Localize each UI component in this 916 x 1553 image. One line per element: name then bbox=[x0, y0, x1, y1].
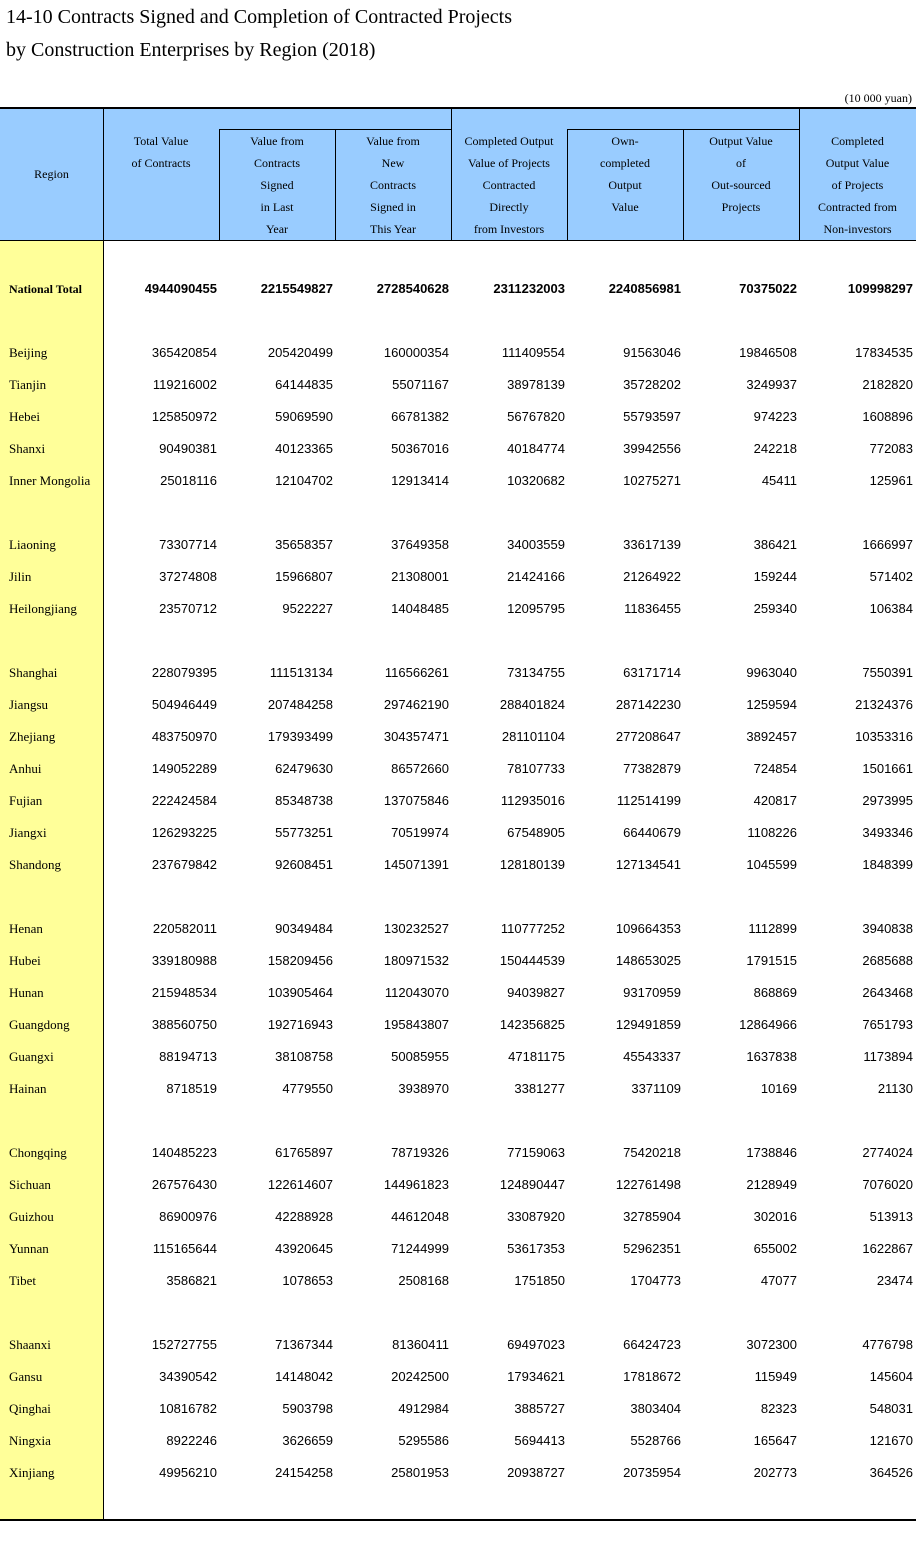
cell-outsourced: 159244 bbox=[753, 569, 797, 584]
cell-total-value: 140485223 bbox=[151, 1145, 217, 1160]
cell-completed-direct: 47181175 bbox=[508, 1049, 565, 1064]
header-value-last-year: Signed bbox=[260, 178, 294, 192]
cell-outsourced: 12864966 bbox=[739, 1017, 797, 1032]
cell-completed-direct: 128180139 bbox=[499, 857, 565, 872]
region-name: Hubei bbox=[9, 953, 41, 968]
cell-value-last-year: 71367344 bbox=[275, 1337, 333, 1352]
cell-completed-direct: 281101104 bbox=[501, 729, 565, 744]
cell-completed-direct: 2311232003 bbox=[493, 281, 565, 296]
cell-completed-direct: 67548905 bbox=[507, 825, 565, 840]
cell-own-completed: 66440679 bbox=[623, 825, 681, 840]
cell-completed-direct: 33087920 bbox=[507, 1209, 565, 1224]
cell-value-new-contracts: 21308001 bbox=[391, 569, 449, 584]
cell-value-last-year: 1078653 bbox=[282, 1273, 333, 1288]
header-non-investors: Output Value bbox=[825, 156, 890, 170]
cell-completed-direct: 94039827 bbox=[507, 985, 565, 1000]
cell-value-new-contracts: 50367016 bbox=[391, 441, 449, 456]
header-value-last-year: Year bbox=[265, 222, 289, 236]
cell-value-last-year: 35658357 bbox=[275, 537, 333, 552]
cell-own-completed: 1704773 bbox=[630, 1273, 681, 1288]
cell-non-investors: 109998297 bbox=[847, 281, 913, 296]
cell-total-value: 119216002 bbox=[152, 377, 217, 392]
table-top-rule bbox=[0, 107, 916, 109]
cell-outsourced: 1259594 bbox=[746, 697, 797, 712]
cell-value-new-contracts: 44612048 bbox=[391, 1209, 449, 1224]
cell-completed-direct: 110777252 bbox=[500, 921, 565, 936]
header-own-completed: Own- bbox=[611, 134, 639, 148]
header-value-new-contracts: New bbox=[381, 156, 405, 170]
cell-value-last-year: 2215549827 bbox=[260, 281, 333, 296]
cell-non-investors: 1501661 bbox=[862, 761, 913, 776]
region-name: Hebei bbox=[9, 409, 41, 424]
cell-non-investors: 106384 bbox=[869, 601, 913, 616]
cell-value-last-year: 192716943 bbox=[267, 1017, 333, 1032]
cell-value-new-contracts: 160000354 bbox=[383, 345, 449, 360]
region-name: Guangxi bbox=[9, 1049, 54, 1064]
cell-value-new-contracts: 116566261 bbox=[384, 665, 449, 680]
cell-total-value: 37274808 bbox=[159, 569, 217, 584]
header-own-completed: Output bbox=[608, 178, 642, 192]
region-name: Guizhou bbox=[9, 1209, 54, 1224]
cell-completed-direct: 20938727 bbox=[507, 1465, 565, 1480]
cell-own-completed: 122761498 bbox=[615, 1177, 681, 1192]
header-total-value: of Contracts bbox=[131, 156, 191, 170]
cell-non-investors: 772083 bbox=[869, 441, 913, 456]
header-value-last-year: in Last bbox=[260, 200, 294, 214]
header-completed-direct: Contracted bbox=[482, 178, 536, 192]
cell-own-completed: 55793597 bbox=[623, 409, 681, 424]
header-outsourced: of bbox=[736, 156, 746, 170]
cell-own-completed: 39942556 bbox=[623, 441, 681, 456]
cell-non-investors: 1608896 bbox=[862, 409, 913, 424]
header-value-new-contracts: Contracts bbox=[370, 178, 416, 192]
cell-non-investors: 10353316 bbox=[855, 729, 913, 744]
cell-total-value: 220582011 bbox=[152, 921, 217, 936]
region-name: Beijing bbox=[9, 345, 48, 360]
cell-value-last-year: 90349484 bbox=[275, 921, 333, 936]
cell-non-investors: 21130 bbox=[877, 1081, 913, 1096]
cell-value-last-year: 103905464 bbox=[267, 985, 333, 1000]
header-region: Region bbox=[34, 167, 69, 181]
cell-value-last-year: 85348738 bbox=[275, 793, 333, 808]
cell-non-investors: 548031 bbox=[869, 1401, 913, 1416]
region-name: Heilongjiang bbox=[9, 601, 77, 616]
cell-own-completed: 93170959 bbox=[623, 985, 681, 1000]
unit-label: (10 000 yuan) bbox=[844, 91, 912, 105]
header-outsourced: Output Value bbox=[709, 134, 773, 148]
region-name: Shanxi bbox=[9, 441, 46, 456]
cell-value-new-contracts: 130232527 bbox=[383, 921, 449, 936]
cell-value-last-year: 9522227 bbox=[282, 601, 333, 616]
cell-completed-direct: 5694413 bbox=[514, 1433, 565, 1448]
cell-total-value: 267576430 bbox=[151, 1177, 217, 1192]
cell-non-investors: 121670 bbox=[869, 1433, 913, 1448]
cell-outsourced: 70375022 bbox=[739, 281, 797, 296]
cell-own-completed: 33617139 bbox=[623, 537, 681, 552]
header-own-completed: completed bbox=[600, 156, 650, 170]
cell-value-new-contracts: 3938970 bbox=[398, 1081, 449, 1096]
cell-value-new-contracts: 37649358 bbox=[391, 537, 449, 552]
cell-value-new-contracts: 70519974 bbox=[391, 825, 449, 840]
cell-value-last-year: 59069590 bbox=[275, 409, 333, 424]
cell-non-investors: 2973995 bbox=[862, 793, 913, 808]
cell-non-investors: 145604 bbox=[869, 1369, 913, 1384]
cell-outsourced: 1045599 bbox=[746, 857, 797, 872]
cell-own-completed: 112514199 bbox=[616, 793, 681, 808]
cell-outsourced: 242218 bbox=[753, 441, 797, 456]
cell-own-completed: 21264922 bbox=[623, 569, 681, 584]
region-name: Guangdong bbox=[9, 1017, 70, 1032]
table-title-line1: 14-10 Contracts Signed and Completion of Contracted Projects bbox=[6, 6, 513, 28]
cell-own-completed: 20735954 bbox=[623, 1465, 681, 1480]
cell-value-new-contracts: 2508168 bbox=[398, 1273, 449, 1288]
cell-completed-direct: 288401824 bbox=[499, 697, 565, 712]
cell-outsourced: 420817 bbox=[753, 793, 797, 808]
table-title-line2: by Construction Enterprises by Region (2018) bbox=[6, 39, 376, 61]
cell-value-new-contracts: 145071391 bbox=[383, 857, 449, 872]
cell-completed-direct: 73134755 bbox=[507, 665, 565, 680]
cell-total-value: 88194713 bbox=[159, 1049, 217, 1064]
region-name: Hunan bbox=[9, 985, 44, 1000]
cell-non-investors: 17834535 bbox=[855, 345, 913, 360]
header-non-investors: Contracted from bbox=[818, 200, 897, 214]
cell-non-investors: 513913 bbox=[869, 1209, 913, 1224]
cell-outsourced: 1637838 bbox=[746, 1049, 797, 1064]
cell-total-value: 504946449 bbox=[151, 697, 217, 712]
header-non-investors: of Projects bbox=[831, 178, 884, 192]
cell-outsourced: 2128949 bbox=[746, 1177, 797, 1192]
cell-own-completed: 3803404 bbox=[630, 1401, 681, 1416]
cell-total-value: 126293225 bbox=[151, 825, 217, 840]
header-outsourced: Projects bbox=[721, 200, 761, 214]
cell-total-value: 388560750 bbox=[151, 1017, 217, 1032]
region-name: Zhejiang bbox=[9, 729, 56, 744]
region-name: Jilin bbox=[9, 569, 32, 584]
cell-value-last-year: 38108758 bbox=[275, 1049, 333, 1064]
cell-own-completed: 52962351 bbox=[623, 1241, 681, 1256]
cell-non-investors: 1848399 bbox=[862, 857, 913, 872]
cell-own-completed: 77382879 bbox=[623, 761, 681, 776]
region-divider bbox=[103, 109, 104, 1519]
cell-own-completed: 3371109 bbox=[631, 1081, 681, 1096]
cell-value-new-contracts: 50085955 bbox=[391, 1049, 449, 1064]
region-name: Jiangsu bbox=[9, 697, 48, 712]
cell-outsourced: 1108226 bbox=[747, 825, 797, 840]
cell-value-last-year: 64144835 bbox=[275, 377, 333, 392]
header-outsourced: Out-sourced bbox=[711, 178, 771, 192]
cell-completed-direct: 3381277 bbox=[514, 1081, 565, 1096]
region-name: Shanghai bbox=[9, 665, 58, 680]
region-name: Gansu bbox=[9, 1369, 43, 1384]
cell-non-investors: 23474 bbox=[876, 1273, 913, 1288]
header-bottom-rule bbox=[0, 240, 916, 241]
cell-outsourced: 1738846 bbox=[746, 1145, 797, 1160]
cell-total-value: 125850972 bbox=[151, 409, 217, 424]
cell-value-new-contracts: 71244999 bbox=[391, 1241, 449, 1256]
cell-outsourced: 3892457 bbox=[746, 729, 797, 744]
cell-total-value: 222424584 bbox=[151, 793, 217, 808]
cell-value-last-year: 55773251 bbox=[275, 825, 333, 840]
cell-completed-direct: 142356825 bbox=[499, 1017, 565, 1032]
cell-total-value: 8718519 bbox=[166, 1081, 217, 1096]
cell-non-investors: 1666997 bbox=[862, 537, 913, 552]
cell-outsourced: 82323 bbox=[760, 1401, 797, 1416]
cell-own-completed: 66424723 bbox=[623, 1337, 681, 1352]
cell-non-investors: 7550391 bbox=[862, 665, 913, 680]
region-name: Xinjiang bbox=[9, 1465, 55, 1480]
cell-value-new-contracts: 304357471 bbox=[383, 729, 449, 744]
cell-value-new-contracts: 14048485 bbox=[391, 601, 449, 616]
cell-own-completed: 10275271 bbox=[623, 473, 681, 488]
cell-non-investors: 1622867 bbox=[862, 1241, 913, 1256]
region-name: Hainan bbox=[9, 1081, 47, 1096]
region-name: Yunnan bbox=[9, 1241, 49, 1256]
cell-non-investors: 571402 bbox=[869, 569, 913, 584]
cell-value-new-contracts: 5295586 bbox=[398, 1433, 449, 1448]
cell-own-completed: 75420218 bbox=[623, 1145, 681, 1160]
cell-completed-direct: 1751850 bbox=[514, 1273, 565, 1288]
region-name: Tibet bbox=[9, 1273, 36, 1288]
cell-value-new-contracts: 4912984 bbox=[398, 1401, 449, 1416]
cell-value-last-year: 207484258 bbox=[267, 697, 333, 712]
cell-total-value: 3586821 bbox=[166, 1273, 217, 1288]
cell-value-last-year: 43920645 bbox=[275, 1241, 333, 1256]
header-value-new-contracts: Value from bbox=[366, 134, 420, 148]
cell-completed-direct: 40184774 bbox=[507, 441, 565, 456]
cell-value-new-contracts: 180971532 bbox=[383, 953, 449, 968]
cell-own-completed: 109664353 bbox=[615, 921, 681, 936]
cell-completed-direct: 112935016 bbox=[500, 793, 565, 808]
cell-total-value: 4944090455 bbox=[144, 281, 217, 296]
cell-value-new-contracts: 20242500 bbox=[391, 1369, 449, 1384]
cell-total-value: 215948534 bbox=[151, 985, 217, 1000]
cell-value-new-contracts: 86572660 bbox=[391, 761, 449, 776]
cell-value-new-contracts: 112043070 bbox=[384, 985, 449, 1000]
cell-completed-direct: 124890447 bbox=[499, 1177, 565, 1192]
cell-outsourced: 259340 bbox=[753, 601, 797, 616]
cell-value-last-year: 12104702 bbox=[275, 473, 333, 488]
cell-value-new-contracts: 78719326 bbox=[391, 1145, 449, 1160]
cell-value-new-contracts: 144961823 bbox=[383, 1177, 449, 1192]
cell-total-value: 73307714 bbox=[159, 537, 217, 552]
cell-value-new-contracts: 66781382 bbox=[391, 409, 449, 424]
region-name: Sichuan bbox=[9, 1177, 51, 1192]
cell-value-last-year: 111513134 bbox=[269, 665, 333, 680]
cell-outsourced: 974223 bbox=[753, 409, 797, 424]
cell-outsourced: 115949 bbox=[754, 1369, 797, 1384]
cell-non-investors: 21324376 bbox=[855, 697, 913, 712]
cell-non-investors: 7076020 bbox=[862, 1177, 913, 1192]
cell-own-completed: 277208647 bbox=[615, 729, 681, 744]
cell-completed-direct: 21424166 bbox=[507, 569, 565, 584]
header-non-investors: Non-investors bbox=[823, 222, 892, 236]
cell-completed-direct: 111409554 bbox=[501, 345, 565, 360]
cell-value-last-year: 3626659 bbox=[282, 1433, 333, 1448]
cell-outsourced: 386421 bbox=[753, 537, 797, 552]
cell-own-completed: 2240856981 bbox=[608, 281, 681, 296]
cell-total-value: 228079395 bbox=[151, 665, 217, 680]
region-name: Liaoning bbox=[9, 537, 56, 552]
cell-value-last-year: 122614607 bbox=[267, 1177, 333, 1192]
header-value-last-year: Value from bbox=[250, 134, 304, 148]
cell-non-investors: 1173894 bbox=[863, 1049, 913, 1064]
cell-value-last-year: 40123365 bbox=[275, 441, 333, 456]
cell-own-completed: 11836455 bbox=[624, 601, 681, 616]
cell-non-investors: 2643468 bbox=[862, 985, 913, 1000]
cell-outsourced: 1791515 bbox=[746, 953, 797, 968]
cell-value-new-contracts: 2728540628 bbox=[376, 281, 449, 296]
cell-total-value: 8922246 bbox=[166, 1433, 217, 1448]
cell-outsourced: 19846508 bbox=[739, 345, 797, 360]
cell-outsourced: 1112899 bbox=[748, 921, 797, 936]
cell-outsourced: 3249937 bbox=[746, 377, 797, 392]
header-completed-direct: from Investors bbox=[473, 222, 545, 236]
cell-outsourced: 165647 bbox=[753, 1433, 797, 1448]
cell-total-value: 10816782 bbox=[159, 1401, 217, 1416]
cell-non-investors: 3493346 bbox=[862, 825, 913, 840]
cell-outsourced: 655002 bbox=[753, 1241, 797, 1256]
header-total-value: Total Value bbox=[133, 134, 189, 148]
cell-total-value: 23570712 bbox=[159, 601, 217, 616]
cell-own-completed: 45543337 bbox=[623, 1049, 681, 1064]
cell-outsourced: 45411 bbox=[761, 473, 797, 488]
cell-total-value: 365420854 bbox=[151, 345, 217, 360]
cell-own-completed: 148653025 bbox=[615, 953, 681, 968]
header-completed-direct: Directly bbox=[489, 200, 529, 214]
cell-completed-direct: 3885727 bbox=[514, 1401, 565, 1416]
cell-value-last-year: 4779550 bbox=[282, 1081, 333, 1096]
cell-value-new-contracts: 25801953 bbox=[391, 1465, 449, 1480]
region-name: Shaanxi bbox=[9, 1337, 51, 1352]
cell-value-new-contracts: 137075846 bbox=[383, 793, 449, 808]
cell-non-investors: 2774024 bbox=[862, 1145, 913, 1160]
cell-total-value: 152727755 bbox=[151, 1337, 217, 1352]
header-value-new-contracts: This Year bbox=[369, 222, 416, 236]
header-value-new-contracts: Signed in bbox=[370, 200, 416, 214]
cell-own-completed: 127134541 bbox=[615, 857, 681, 872]
cell-completed-direct: 10320682 bbox=[507, 473, 565, 488]
cell-outsourced: 302016 bbox=[753, 1209, 797, 1224]
cell-outsourced: 868869 bbox=[753, 985, 797, 1000]
cell-completed-direct: 34003559 bbox=[507, 537, 565, 552]
cell-value-last-year: 179393499 bbox=[267, 729, 333, 744]
cell-total-value: 49956210 bbox=[159, 1465, 217, 1480]
cell-outsourced: 9963040 bbox=[746, 665, 797, 680]
cell-non-investors: 3940838 bbox=[862, 921, 913, 936]
cell-own-completed: 17818672 bbox=[623, 1369, 681, 1384]
cell-total-value: 86900976 bbox=[159, 1209, 217, 1224]
cell-value-new-contracts: 12913414 bbox=[391, 473, 449, 488]
cell-value-last-year: 62479630 bbox=[275, 761, 333, 776]
cell-total-value: 339180988 bbox=[151, 953, 217, 968]
region-name: Shandong bbox=[9, 857, 61, 872]
cell-completed-direct: 78107733 bbox=[507, 761, 565, 776]
cell-total-value: 25018116 bbox=[160, 473, 217, 488]
cell-completed-direct: 17934621 bbox=[507, 1369, 565, 1384]
header-own-completed: Value bbox=[611, 200, 639, 214]
cell-non-investors: 364526 bbox=[869, 1465, 913, 1480]
cell-value-last-year: 92608451 bbox=[275, 857, 333, 872]
region-name: Chongqing bbox=[9, 1145, 67, 1160]
cell-own-completed: 287142230 bbox=[615, 697, 681, 712]
cell-value-new-contracts: 55071167 bbox=[392, 377, 449, 392]
cell-own-completed: 91563046 bbox=[623, 345, 681, 360]
header-non-investors: Completed bbox=[831, 134, 884, 148]
region-name: Henan bbox=[9, 921, 43, 936]
cell-value-last-year: 15966807 bbox=[275, 569, 333, 584]
cell-value-last-year: 24154258 bbox=[275, 1465, 333, 1480]
cell-own-completed: 35728202 bbox=[623, 377, 681, 392]
region-name: Jiangxi bbox=[9, 825, 47, 840]
cell-non-investors: 7651793 bbox=[862, 1017, 913, 1032]
cell-completed-direct: 150444539 bbox=[499, 953, 565, 968]
cell-non-investors: 125961 bbox=[869, 473, 913, 488]
cell-completed-direct: 69497023 bbox=[507, 1337, 565, 1352]
cell-outsourced: 10169 bbox=[760, 1081, 797, 1096]
cell-completed-direct: 12095795 bbox=[507, 601, 565, 616]
cell-outsourced: 724854 bbox=[753, 761, 797, 776]
cell-value-last-year: 205420499 bbox=[267, 345, 333, 360]
region-name: Fujian bbox=[9, 793, 43, 808]
cell-own-completed: 5528766 bbox=[630, 1433, 681, 1448]
cell-value-new-contracts: 81360411 bbox=[392, 1337, 449, 1352]
cell-completed-direct: 56767820 bbox=[507, 409, 565, 424]
header-completed-direct: Completed Output bbox=[464, 134, 554, 148]
cell-non-investors: 4776798 bbox=[862, 1337, 913, 1352]
table-bottom-rule bbox=[0, 1519, 916, 1521]
region-name: Tianjin bbox=[9, 377, 47, 392]
cell-value-last-year: 42288928 bbox=[275, 1209, 333, 1224]
cell-non-investors: 2685688 bbox=[862, 953, 913, 968]
cell-value-new-contracts: 297462190 bbox=[383, 697, 449, 712]
region-name: Anhui bbox=[9, 761, 42, 776]
cell-value-last-year: 158209456 bbox=[267, 953, 333, 968]
cell-total-value: 483750970 bbox=[151, 729, 217, 744]
cell-completed-direct: 53617353 bbox=[507, 1241, 565, 1256]
region-name: Qinghai bbox=[9, 1401, 51, 1416]
header-completed-direct: Value of Projects bbox=[468, 156, 550, 170]
national-total-label: National Total bbox=[9, 282, 83, 296]
region-name: Ningxia bbox=[9, 1433, 51, 1448]
region-column-background bbox=[0, 241, 103, 1519]
cell-total-value: 149052289 bbox=[151, 761, 217, 776]
cell-completed-direct: 38978139 bbox=[507, 377, 565, 392]
cell-completed-direct: 77159063 bbox=[507, 1145, 565, 1160]
cell-non-investors: 2182820 bbox=[862, 377, 913, 392]
cell-own-completed: 32785904 bbox=[623, 1209, 681, 1224]
cell-value-new-contracts: 195843807 bbox=[383, 1017, 449, 1032]
cell-value-last-year: 61765897 bbox=[275, 1145, 333, 1160]
cell-total-value: 237679842 bbox=[151, 857, 217, 872]
cell-total-value: 34390542 bbox=[159, 1369, 217, 1384]
cell-total-value: 115165644 bbox=[152, 1241, 217, 1256]
cell-own-completed: 63171714 bbox=[623, 665, 681, 680]
cell-outsourced: 3072300 bbox=[746, 1337, 797, 1352]
region-name: Inner Mongolia bbox=[9, 473, 91, 488]
cell-total-value: 90490381 bbox=[159, 441, 217, 456]
cell-value-last-year: 14148042 bbox=[275, 1369, 333, 1384]
cell-own-completed: 129491859 bbox=[615, 1017, 681, 1032]
header-value-last-year: Contracts bbox=[254, 156, 300, 170]
cell-outsourced: 47077 bbox=[760, 1273, 797, 1288]
cell-outsourced: 202773 bbox=[753, 1465, 797, 1480]
cell-value-last-year: 5903798 bbox=[282, 1401, 333, 1416]
